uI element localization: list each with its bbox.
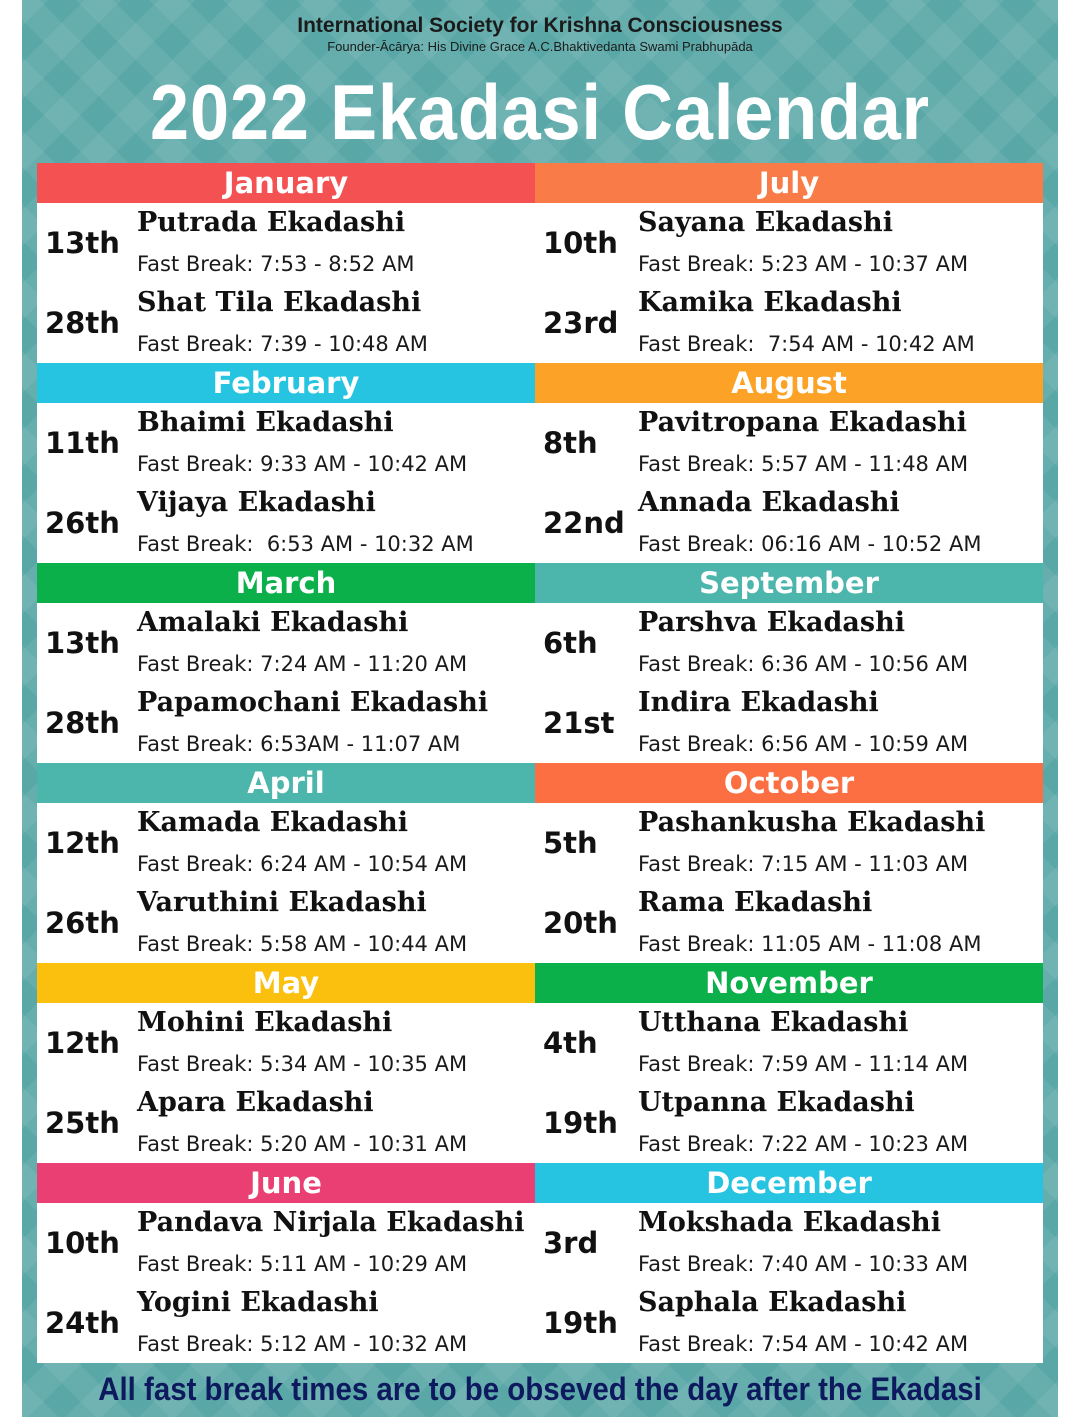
entry-name: Indira Ekadashi	[638, 687, 879, 718]
entry-fast-break: Fast Break: 7:22 AM - 10:23 AM	[638, 1132, 969, 1156]
entry-name: Putrada Ekadashi	[137, 207, 406, 238]
entry-fast-break: Fast Break: 7:54 AM - 10:42 AM	[638, 1332, 969, 1356]
ekadasi-entry	[535, 803, 1043, 883]
page-title: 2022 Ekadasi Calendar	[150, 68, 930, 156]
month-header: May	[37, 963, 535, 1003]
ekadasi-entry	[37, 1283, 535, 1363]
month-august	[535, 363, 1043, 563]
entry-name: Sayana Ekadashi	[638, 207, 893, 238]
month-header: December	[535, 1163, 1043, 1203]
month-july	[535, 163, 1043, 363]
entry-fast-break: Fast Break: 5:11 AM - 10:29 AM	[137, 1252, 468, 1276]
entry-day: 8th	[543, 426, 598, 460]
month-header: August	[535, 363, 1043, 403]
entry-day: 24th	[45, 1306, 120, 1340]
ekadasi-entry	[535, 683, 1043, 763]
entry-name: Mokshada Ekadashi	[638, 1207, 941, 1238]
ekadasi-entry	[37, 203, 535, 283]
calendar-poster	[22, 0, 1058, 1417]
ekadasi-entry	[37, 683, 535, 763]
ekadasi-entry	[535, 483, 1043, 563]
entry-name: Kamada Ekadashi	[137, 807, 409, 838]
ekadasi-entry	[535, 1283, 1043, 1363]
entry-day: 6th	[543, 626, 598, 660]
entry-day: 12th	[45, 1026, 120, 1060]
entry-fast-break: Fast Break: 7:59 AM - 11:14 AM	[638, 1052, 969, 1076]
entry-day: 19th	[543, 1306, 618, 1340]
entry-fast-break: Fast Break: 9:33 AM - 10:42 AM	[137, 452, 468, 476]
entry-name: Rama Ekadashi	[638, 887, 873, 918]
ekadasi-entry	[535, 1003, 1043, 1083]
entry-day: 5th	[543, 826, 598, 860]
entry-fast-break: Fast Break: 5:57 AM - 11:48 AM	[638, 452, 969, 476]
month-header: April	[37, 763, 535, 803]
entry-name: Saphala Ekadashi	[638, 1287, 907, 1318]
entry-day: 20th	[543, 906, 618, 940]
entry-day: 26th	[45, 506, 120, 540]
entry-name: Apara Ekadashi	[137, 1087, 374, 1118]
entry-fast-break: Fast Break: 5:23 AM - 10:37 AM	[638, 252, 969, 276]
entry-day: 28th	[45, 306, 120, 340]
month-header: February	[37, 363, 535, 403]
ekadasi-entry	[37, 883, 535, 963]
entry-fast-break: Fast Break: 6:53AM - 11:07 AM	[137, 732, 461, 756]
month-november	[535, 963, 1043, 1163]
entry-fast-break: Fast Break: 7:15 AM - 11:03 AM	[638, 852, 969, 876]
entry-fast-break: Fast Break: 6:24 AM - 10:54 AM	[137, 852, 468, 876]
entry-day: 26th	[45, 906, 120, 940]
ekadasi-entry	[37, 1003, 535, 1083]
entry-fast-break: Fast Break: 7:53 - 8:52 AM	[137, 252, 415, 276]
month-december	[535, 1163, 1043, 1363]
entry-name: Pavitropana Ekadashi	[638, 407, 967, 438]
entry-fast-break: Fast Break: 06:16 AM - 10:52 AM	[638, 532, 982, 556]
entry-fast-break: Fast Break: 7:39 - 10:48 AM	[137, 332, 428, 356]
entry-name: Annada Ekadashi	[638, 487, 900, 518]
entry-fast-break: Fast Break: 11:05 AM - 11:08 AM	[638, 932, 982, 956]
entry-day: 23rd	[543, 306, 619, 340]
entry-fast-break: Fast Break: 5:34 AM - 10:35 AM	[137, 1052, 468, 1076]
entry-fast-break: Fast Break: 5:20 AM - 10:31 AM	[137, 1132, 468, 1156]
entry-fast-break: Fast Break: 7:24 AM - 11:20 AM	[137, 652, 468, 676]
entry-fast-break: Fast Break: 6:56 AM - 10:59 AM	[638, 732, 969, 756]
entry-day: 25th	[45, 1106, 120, 1140]
entry-name: Papamochani Ekadashi	[137, 687, 489, 718]
entry-name: Mohini Ekadashi	[137, 1007, 393, 1038]
month-january	[37, 163, 535, 363]
entry-day: 10th	[543, 226, 618, 260]
entry-day: 13th	[45, 226, 120, 260]
month-header: January	[37, 163, 535, 203]
entry-name: Pashankusha Ekadashi	[638, 807, 986, 838]
month-june	[37, 1163, 535, 1363]
ekadasi-entry	[535, 403, 1043, 483]
entry-day: 11th	[45, 426, 120, 460]
ekadasi-entry	[535, 1083, 1043, 1163]
entry-fast-break: Fast Break: 5:12 AM - 10:32 AM	[137, 1332, 468, 1356]
month-header: October	[535, 763, 1043, 803]
ekadasi-entry	[535, 883, 1043, 963]
entry-day: 28th	[45, 706, 120, 740]
month-april	[37, 763, 535, 963]
ekadasi-entry	[37, 1203, 535, 1283]
entry-day: 22nd	[543, 506, 625, 540]
month-february	[37, 363, 535, 563]
entry-fast-break: Fast Break: 5:58 AM - 10:44 AM	[137, 932, 468, 956]
ekadasi-entry	[37, 483, 535, 563]
ekadasi-entry	[37, 603, 535, 683]
ekadasi-entry	[37, 403, 535, 483]
entry-day: 10th	[45, 1226, 120, 1260]
ekadasi-entry	[535, 1203, 1043, 1283]
entry-name: Bhaimi Ekadashi	[137, 407, 394, 438]
month-header: March	[37, 563, 535, 603]
ekadasi-entry	[535, 603, 1043, 683]
ekadasi-entry	[535, 283, 1043, 363]
entry-name: Vijaya Ekadashi	[137, 487, 376, 518]
entry-name: Amalaki Ekadashi	[137, 607, 409, 638]
ekadasi-entry	[535, 203, 1043, 283]
founder-line: Founder-Ācārya: His Divine Grace A.C.Bhaktivedanta Swami Prabhupāda	[327, 39, 753, 54]
entry-day: 19th	[543, 1106, 618, 1140]
entry-fast-break: Fast Break: 7:40 AM - 10:33 AM	[638, 1252, 969, 1276]
entry-name: Utthana Ekadashi	[638, 1007, 909, 1038]
month-header: September	[535, 563, 1043, 603]
entry-fast-break: Fast Break: 6:53 AM - 10:32 AM	[137, 532, 474, 556]
month-header: November	[535, 963, 1043, 1003]
month-header: July	[535, 163, 1043, 203]
month-september	[535, 563, 1043, 763]
month-march	[37, 563, 535, 763]
footer-note: All fast break times are to be obseved the day after the Ekadasi	[98, 1371, 982, 1407]
entry-day: 4th	[543, 1026, 598, 1060]
entry-name: Varuthini Ekadashi	[137, 887, 427, 918]
entry-name: Yogini Ekadashi	[137, 1287, 379, 1318]
month-may	[37, 963, 535, 1163]
entry-day: 3rd	[543, 1226, 599, 1260]
entry-fast-break: Fast Break: 7:54 AM - 10:42 AM	[638, 332, 975, 356]
entry-day: 21st	[543, 706, 615, 740]
org-name: International Society for Krishna Consciousness	[297, 14, 783, 37]
left-column	[37, 163, 535, 1363]
right-column	[535, 163, 1043, 1363]
ekadasi-entry	[37, 803, 535, 883]
ekadasi-entry	[37, 1083, 535, 1163]
calendar-grid	[37, 163, 1043, 1363]
entry-day: 13th	[45, 626, 120, 660]
entry-name: Pandava Nirjala Ekadashi	[137, 1207, 525, 1238]
ekadasi-entry	[37, 283, 535, 363]
entry-name: Shat Tila Ekadashi	[137, 287, 422, 318]
month-october	[535, 763, 1043, 963]
entry-day: 12th	[45, 826, 120, 860]
month-header: June	[37, 1163, 535, 1203]
entry-name: Parshva Ekadashi	[638, 607, 905, 638]
entry-name: Utpanna Ekadashi	[638, 1087, 915, 1118]
entry-fast-break: Fast Break: 6:36 AM - 10:56 AM	[638, 652, 969, 676]
entry-name: Kamika Ekadashi	[638, 287, 902, 318]
